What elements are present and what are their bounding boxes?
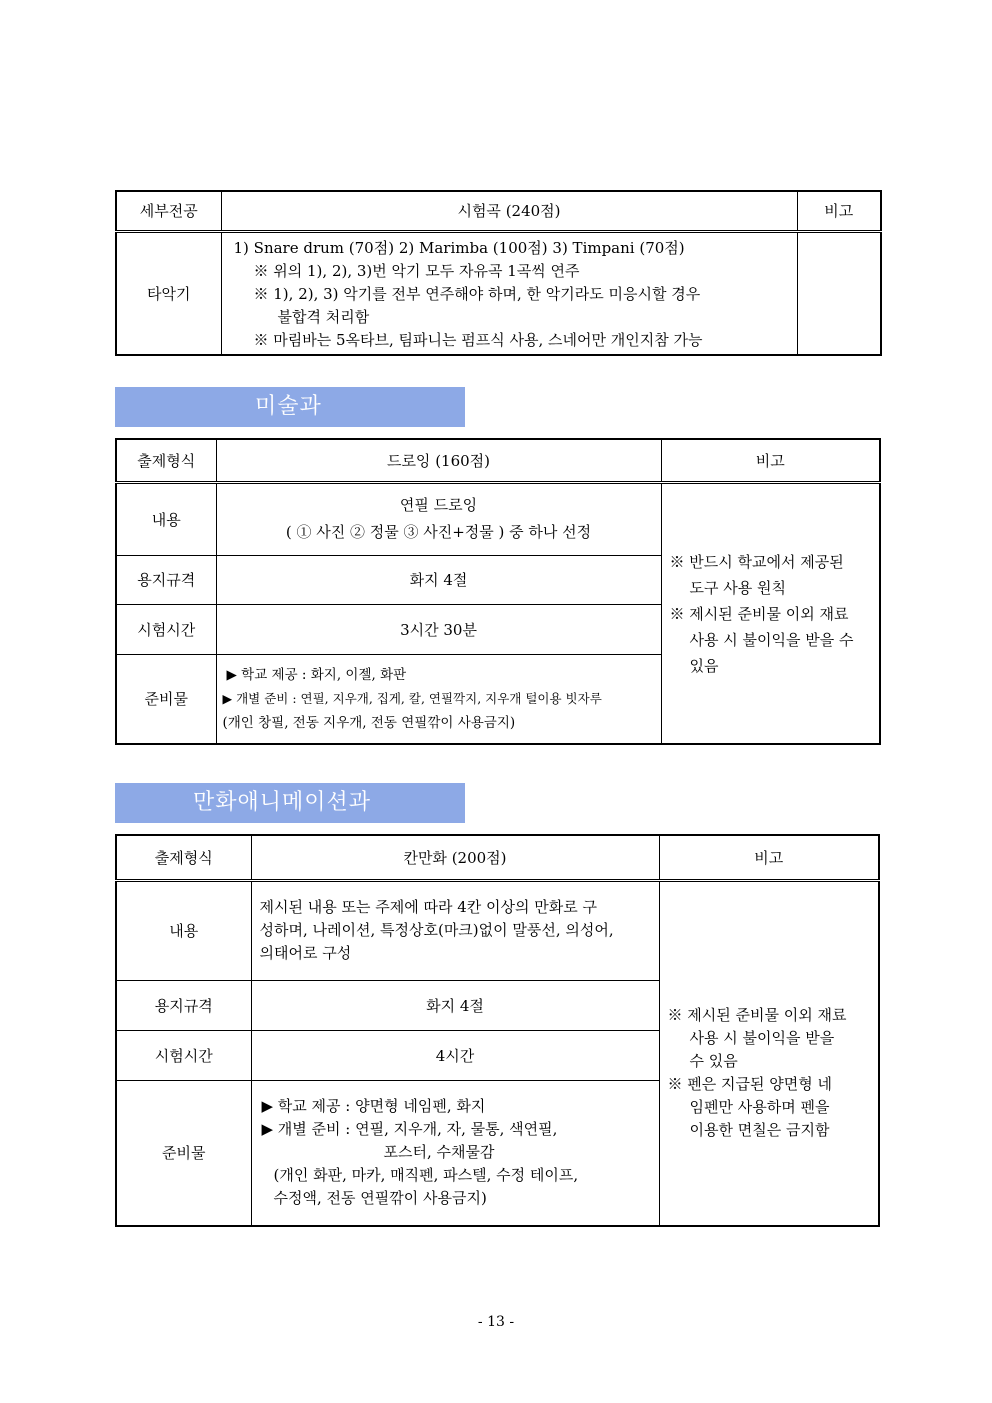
page-number: - 13 -	[477, 1314, 515, 1330]
comics-content-line-3: 의태어로 구성	[259, 944, 352, 962]
comics-note-line-1: ※ 제시된 준비물 이외 재료	[667, 1006, 847, 1025]
art-content-line-1: 연필 드로잉	[399, 496, 478, 514]
comics-label-materials: 준비물	[116, 1080, 251, 1226]
comics-header-format: 출제형식	[116, 835, 251, 880]
art-materials-line-2: ▶ 개별 준비 : 연필, 지우개, 집게, 칼, 연필깍지, 지우개 털이용 빗자루	[222, 690, 602, 706]
comics-materials-line-5: 수정액, 전동 연필깎이 사용금지)	[273, 1189, 487, 1208]
comics-label-content: 내용	[116, 880, 251, 980]
art-header-format: 출제형식	[116, 439, 216, 482]
comics-paper-value: 화지 4절	[251, 980, 659, 1030]
comics-header-cartoon: 칸만화 (200점)	[251, 835, 659, 880]
art-table	[115, 438, 881, 745]
art-materials-line-1: ▶ 학교 제공 : 화지, 이젤, 화판	[226, 666, 407, 683]
art-content	[216, 482, 661, 555]
comics-content	[251, 880, 659, 980]
comics-content-line-1: 제시된 내용 또는 주제에 따라 4칸 이상의 만화로 구	[259, 898, 597, 916]
percussion-line-4: 불합격 처리함	[277, 307, 370, 326]
comics-section-banner	[115, 783, 465, 823]
art-label-content: 내용	[116, 482, 216, 555]
comics-section-title: 만화애니메이션과	[193, 790, 372, 815]
art-note-line-5: 있음	[689, 657, 719, 676]
art-note-line-4: 사용 시 불이익을 받을 수	[689, 631, 854, 650]
percussion-content	[221, 231, 797, 355]
art-label-paper: 용지규격	[116, 555, 216, 604]
art-materials-line-3: (개인 창필, 전동 지우개, 전동 연필깎이 사용금지)	[222, 714, 516, 731]
percussion-table	[115, 190, 882, 356]
comics-table	[115, 834, 880, 1227]
art-label-materials: 준비물	[116, 654, 216, 744]
comics-note	[659, 880, 879, 1226]
art-content-line-2: ( ① 사진 ② 정물 ③ 사진+정물 ) 중 하나 선정	[285, 523, 592, 541]
art-note-line-1: ※ 반드시 학교에서 제공된	[669, 553, 844, 572]
comics-materials-line-2: ▶ 개별 준비 : 연필, 지우개, 자, 물통, 색연필,	[261, 1120, 558, 1139]
percussion-line-3: ※ 1), 2), 3) 악기를 전부 연주해야 하며, 한 악기라도 미응시할 경우	[253, 284, 701, 303]
header-note: 비고	[797, 191, 881, 231]
comics-content-line-2: 성하며, 나레이션, 특정상호(마크)없이 말풍선, 의성어,	[259, 921, 614, 939]
comics-note-line-4: ※ 펜은 지급된 양면형 네	[667, 1075, 832, 1094]
art-materials	[216, 654, 661, 744]
art-header-drawing: 드로잉 (160점)	[216, 439, 661, 482]
comics-note-line-5: 임펜만 사용하며 펜을	[689, 1098, 830, 1117]
percussion-line-5: ※ 마림바는 5옥타브, 팀파니는 펌프식 사용, 스네어만 개인지참 가능	[253, 330, 703, 349]
comics-label-paper: 용지규격	[116, 980, 251, 1030]
art-note	[661, 482, 880, 744]
comics-materials-line-1: ▶ 학교 제공 : 양면형 네임펜, 화지	[261, 1097, 486, 1116]
art-header-note: 비고	[661, 439, 880, 482]
comics-header-note: 비고	[659, 835, 879, 880]
comics-note-line-6: 이용한 면칠은 금지함	[689, 1121, 830, 1140]
percussion-line-2: ※ 위의 1), 2), 3)번 악기 모두 자유곡 1곡씩 연주	[253, 261, 580, 280]
comics-materials-line-4: (개인 화판, 마카, 매직펜, 파스텔, 수정 테이프,	[273, 1166, 579, 1185]
art-paper-value: 화지 4절	[216, 555, 661, 604]
art-section-title: 미술과	[255, 394, 322, 419]
art-time-value: 3시간 30분	[216, 604, 661, 654]
art-note-line-3: ※ 제시된 준비물 이외 재료	[669, 605, 849, 624]
percussion-line-1: 1) Snare drum (70점) 2) Marimba (100점) 3) Timpani (70점)	[233, 238, 685, 257]
art-note-line-2: 도구 사용 원칙	[689, 579, 786, 598]
art-section-banner	[115, 387, 465, 427]
comics-time-value: 4시간	[251, 1030, 659, 1080]
comics-note-line-2: 사용 시 불이익을 받을	[689, 1029, 835, 1048]
comics-materials-line-3: 포스터, 수채물감	[383, 1143, 495, 1162]
header-major: 세부전공	[116, 191, 221, 231]
row-label-percussion: 타악기	[116, 231, 221, 355]
comics-materials	[251, 1080, 659, 1226]
art-label-time: 시험시간	[116, 604, 216, 654]
comics-label-time: 시험시간	[116, 1030, 251, 1080]
percussion-note	[797, 231, 881, 355]
comics-note-line-3: 수 있음	[689, 1052, 738, 1071]
header-test-pieces: 시험곡 (240점)	[221, 191, 797, 231]
